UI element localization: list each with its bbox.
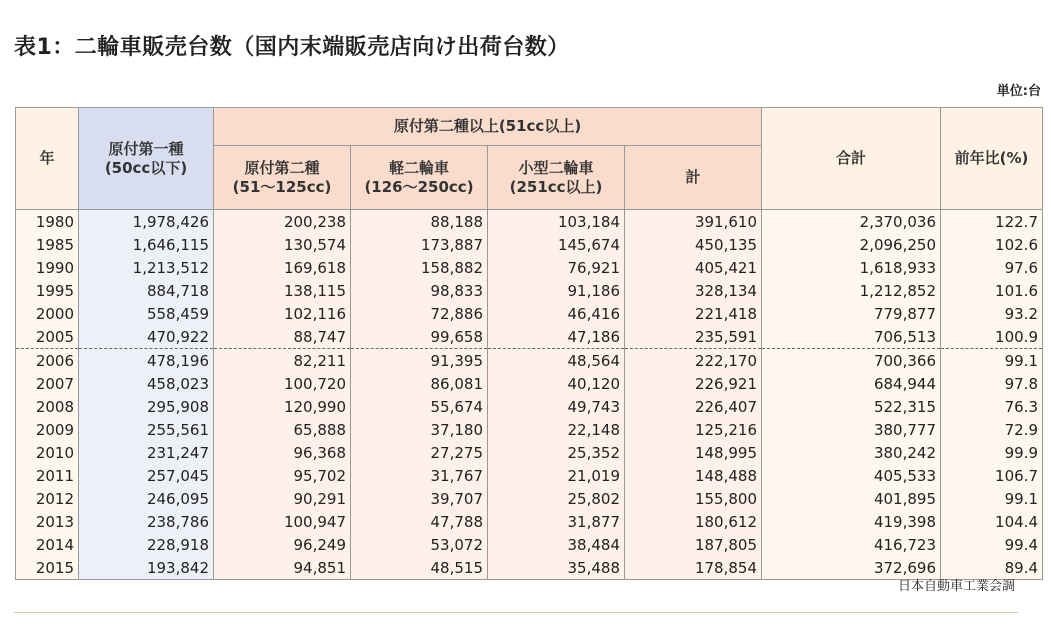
- table-row: [16, 395, 1043, 418]
- cell-small: 38,484: [488, 533, 625, 556]
- cell-total: 522,315: [762, 395, 941, 418]
- cell-class2: 65,888: [214, 418, 351, 441]
- table-row: [16, 302, 1043, 325]
- cell-total: 779,877: [762, 302, 941, 325]
- header-small-range: (251cc以上): [509, 177, 603, 196]
- header-class2-label: 原付第二種: [244, 158, 320, 177]
- cell-subtotal: 450,135: [625, 233, 762, 256]
- cell-small: 25,352: [488, 441, 625, 464]
- cell-yoy: 102.6: [941, 233, 1043, 256]
- cell-class2: 94,851: [214, 556, 351, 580]
- table-row: [16, 556, 1043, 580]
- cell-class2: 96,368: [214, 441, 351, 464]
- header-light: [351, 146, 488, 210]
- cell-yoy: 104.4: [941, 510, 1043, 533]
- cell-class2: 200,238: [214, 210, 351, 234]
- cell-year: 2010: [16, 441, 79, 464]
- header-light-label: 軽二輪車: [388, 158, 449, 177]
- cell-total: 372,696: [762, 556, 941, 580]
- cell-year: 1990: [16, 256, 79, 279]
- cell-class2: 120,990: [214, 395, 351, 418]
- cell-yoy: 101.6: [941, 279, 1043, 302]
- cell-class1: 884,718: [79, 279, 214, 302]
- cell-class2: 95,702: [214, 464, 351, 487]
- cell-small: 91,186: [488, 279, 625, 302]
- cell-subtotal: 148,995: [625, 441, 762, 464]
- cell-class1: 458,023: [79, 372, 214, 395]
- table-row: [16, 210, 1043, 234]
- cell-class2: 100,720: [214, 372, 351, 395]
- cell-total: 380,242: [762, 441, 941, 464]
- cell-yoy: 100.9: [941, 325, 1043, 349]
- header-class1-label: 原付第一種: [108, 139, 184, 158]
- cell-yoy: 97.6: [941, 256, 1043, 279]
- cell-class1: 1,646,115: [79, 233, 214, 256]
- cell-small: 35,488: [488, 556, 625, 580]
- cell-class1: 255,561: [79, 418, 214, 441]
- cell-small: 46,416: [488, 302, 625, 325]
- cell-class2: 90,291: [214, 487, 351, 510]
- table-row: [16, 510, 1043, 533]
- cell-class1: 231,247: [79, 441, 214, 464]
- cell-class2: 100,947: [214, 510, 351, 533]
- cell-year: 2012: [16, 487, 79, 510]
- cell-subtotal: 226,921: [625, 372, 762, 395]
- cell-class1: 238,786: [79, 510, 214, 533]
- cell-class1: 1,213,512: [79, 256, 214, 279]
- cell-total: 1,212,852: [762, 279, 941, 302]
- cell-subtotal: 148,488: [625, 464, 762, 487]
- source-note: 日本自動車工業会調: [897, 579, 1015, 594]
- cell-yoy: 99.4: [941, 533, 1043, 556]
- cell-subtotal: 222,170: [625, 349, 762, 373]
- cell-year: 1980: [16, 210, 79, 234]
- cell-yoy: 93.2: [941, 302, 1043, 325]
- header-class1-range: (50cc以下): [104, 158, 188, 177]
- table-body: [16, 210, 1043, 580]
- cell-year: 1995: [16, 279, 79, 302]
- cell-year: 2011: [16, 464, 79, 487]
- table-row: [16, 418, 1043, 441]
- cell-small: 25,802: [488, 487, 625, 510]
- cell-light: 86,081: [351, 372, 488, 395]
- cell-subtotal: 221,418: [625, 302, 762, 325]
- cell-total: 684,944: [762, 372, 941, 395]
- cell-class2: 138,115: [214, 279, 351, 302]
- cell-small: 103,184: [488, 210, 625, 234]
- cell-yoy: 99.1: [941, 487, 1043, 510]
- cell-year: 2013: [16, 510, 79, 533]
- cell-class2: 88,747: [214, 325, 351, 349]
- cell-class2: 82,211: [214, 349, 351, 373]
- cell-class1: 470,922: [79, 325, 214, 349]
- cell-subtotal: 235,591: [625, 325, 762, 349]
- cell-subtotal: 405,421: [625, 256, 762, 279]
- cell-small: 21,019: [488, 464, 625, 487]
- cell-total: 1,618,933: [762, 256, 941, 279]
- header-light-range: (126〜250cc): [364, 177, 474, 196]
- cell-class1: 228,918: [79, 533, 214, 556]
- cell-class2: 169,618: [214, 256, 351, 279]
- cell-light: 173,887: [351, 233, 488, 256]
- table-row: [16, 325, 1043, 349]
- cell-year: 2008: [16, 395, 79, 418]
- cell-yoy: 122.7: [941, 210, 1043, 234]
- table-row: [16, 487, 1043, 510]
- cell-subtotal: 125,216: [625, 418, 762, 441]
- cell-small: 76,921: [488, 256, 625, 279]
- header-year: 年: [16, 108, 79, 210]
- sales-table: [15, 107, 1043, 580]
- cell-light: 39,707: [351, 487, 488, 510]
- divider: [14, 612, 1018, 613]
- header-small-label: 小型二輪車: [518, 158, 594, 177]
- cell-light: 88,188: [351, 210, 488, 234]
- cell-year: 2015: [16, 556, 79, 580]
- header-class1: [79, 108, 214, 210]
- cell-total: 2,370,036: [762, 210, 941, 234]
- table-row: [16, 256, 1043, 279]
- cell-light: 47,788: [351, 510, 488, 533]
- cell-yoy: 99.1: [941, 349, 1043, 373]
- cell-light: 53,072: [351, 533, 488, 556]
- header-yoy: 前年比(%): [941, 108, 1043, 210]
- cell-year: 2007: [16, 372, 79, 395]
- header-total: 合計: [762, 108, 941, 210]
- header-class2-range: (51〜125cc): [232, 177, 332, 196]
- cell-class2: 102,116: [214, 302, 351, 325]
- cell-class2: 96,249: [214, 533, 351, 556]
- cell-small: 145,674: [488, 233, 625, 256]
- cell-light: 99,658: [351, 325, 488, 349]
- unit-label: 単位:台: [996, 84, 1041, 99]
- cell-light: 48,515: [351, 556, 488, 580]
- cell-yoy: 89.4: [941, 556, 1043, 580]
- table-row: [16, 279, 1043, 302]
- cell-small: 48,564: [488, 349, 625, 373]
- cell-light: 55,674: [351, 395, 488, 418]
- cell-total: 700,366: [762, 349, 941, 373]
- cell-yoy: 99.9: [941, 441, 1043, 464]
- cell-total: 416,723: [762, 533, 941, 556]
- cell-light: 98,833: [351, 279, 488, 302]
- cell-class1: 246,095: [79, 487, 214, 510]
- table-row: [16, 464, 1043, 487]
- cell-class1: 558,459: [79, 302, 214, 325]
- cell-yoy: 106.7: [941, 464, 1043, 487]
- cell-class1: 193,842: [79, 556, 214, 580]
- cell-subtotal: 180,612: [625, 510, 762, 533]
- cell-class1: 257,045: [79, 464, 214, 487]
- cell-subtotal: 178,854: [625, 556, 762, 580]
- header-subtotal: 計: [625, 146, 762, 210]
- cell-light: 27,275: [351, 441, 488, 464]
- cell-subtotal: 391,610: [625, 210, 762, 234]
- cell-subtotal: 328,134: [625, 279, 762, 302]
- table-row: [16, 441, 1043, 464]
- cell-light: 158,882: [351, 256, 488, 279]
- cell-small: 47,186: [488, 325, 625, 349]
- table-row: [16, 533, 1043, 556]
- cell-total: 706,513: [762, 325, 941, 349]
- cell-class1: 478,196: [79, 349, 214, 373]
- cell-total: 405,533: [762, 464, 941, 487]
- cell-total: 380,777: [762, 418, 941, 441]
- cell-light: 37,180: [351, 418, 488, 441]
- cell-year: 2009: [16, 418, 79, 441]
- cell-small: 40,120: [488, 372, 625, 395]
- cell-light: 91,395: [351, 349, 488, 373]
- cell-subtotal: 226,407: [625, 395, 762, 418]
- cell-small: 49,743: [488, 395, 625, 418]
- cell-total: 401,895: [762, 487, 941, 510]
- header-small: [488, 146, 625, 210]
- cell-small: 22,148: [488, 418, 625, 441]
- cell-subtotal: 187,805: [625, 533, 762, 556]
- cell-year: 2006: [16, 349, 79, 373]
- cell-year: 2014: [16, 533, 79, 556]
- cell-light: 31,767: [351, 464, 488, 487]
- cell-light: 72,886: [351, 302, 488, 325]
- cell-small: 31,877: [488, 510, 625, 533]
- cell-yoy: 97.8: [941, 372, 1043, 395]
- cell-total: 419,398: [762, 510, 941, 533]
- cell-class2: 130,574: [214, 233, 351, 256]
- cell-yoy: 72.9: [941, 418, 1043, 441]
- table-row: [16, 372, 1043, 395]
- cell-year: 2000: [16, 302, 79, 325]
- cell-total: 2,096,250: [762, 233, 941, 256]
- cell-year: 1985: [16, 233, 79, 256]
- page-title: 表1：二輪車販売台数（国内末端販売店向け出荷台数）: [14, 35, 570, 60]
- cell-year: 2005: [16, 325, 79, 349]
- header-over51-group: 原付第二種以上(51cc以上): [214, 108, 762, 146]
- cell-subtotal: 155,800: [625, 487, 762, 510]
- cell-yoy: 76.3: [941, 395, 1043, 418]
- cell-class1: 1,978,426: [79, 210, 214, 234]
- header-class2: [214, 146, 351, 210]
- cell-class1: 295,908: [79, 395, 214, 418]
- table-row: [16, 349, 1043, 373]
- table-row: [16, 233, 1043, 256]
